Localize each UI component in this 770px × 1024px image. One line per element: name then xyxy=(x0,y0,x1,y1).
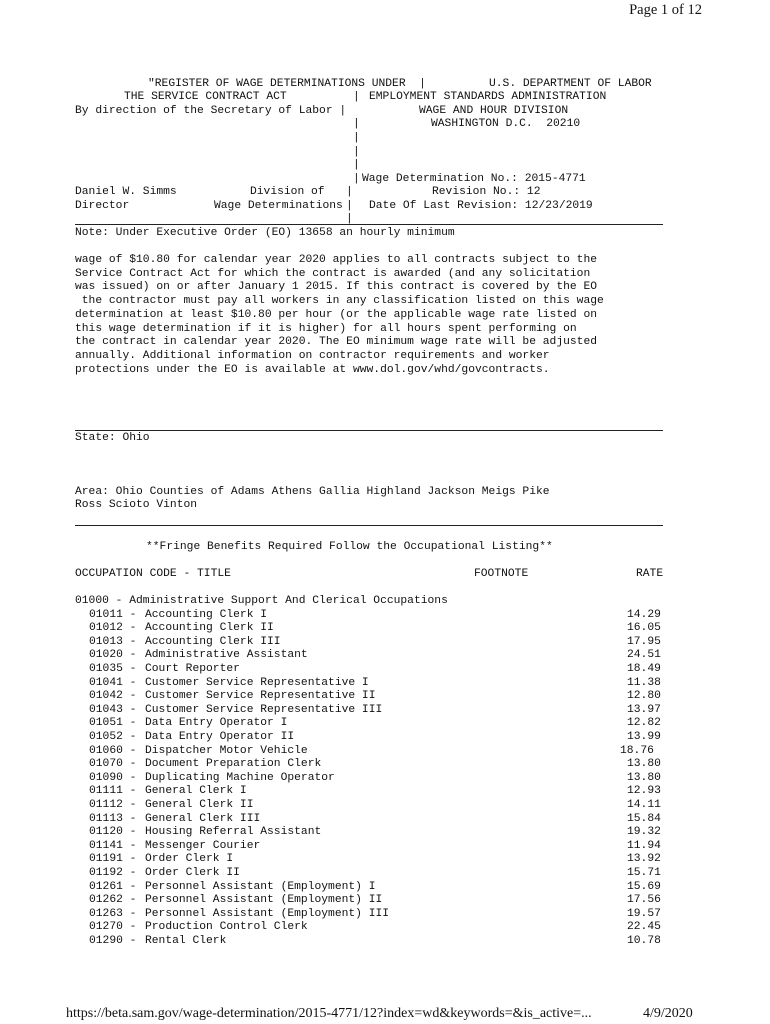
header-divider: | xyxy=(353,132,360,144)
direction-line: By direction of the Secretary of Labor | xyxy=(75,105,347,117)
occupation-code: 01270 - xyxy=(89,921,144,934)
header-divider: | xyxy=(353,118,360,130)
occupation-title: Data Entry Operator I xyxy=(145,717,288,730)
occupation-rate: 14.29 xyxy=(627,608,661,621)
occupation-code: 01192 - xyxy=(89,866,144,879)
occupation-title: Duplicating Machine Operator xyxy=(145,771,335,784)
occupation-code: 01141 - xyxy=(89,839,144,852)
eo-note-line: wage of $10.80 for calendar year 2020 applies to all contracts subject to the xyxy=(75,254,598,266)
occupation-code: 01035 - xyxy=(89,662,144,675)
occupation-title: Personnel Assistant (Employment) III xyxy=(145,907,390,920)
print-date: 4/9/2020 xyxy=(643,1006,693,1021)
register-title: "REGISTER OF WAGE DETERMINATIONS UNDER | xyxy=(148,78,426,90)
occupation-title: Accounting Clerk I xyxy=(145,608,268,621)
occupation-rate: 13.80 xyxy=(627,771,661,784)
section-rule xyxy=(75,525,663,526)
header-divider: | xyxy=(353,146,360,158)
department-name: U.S. DEPARTMENT OF LABOR xyxy=(489,78,652,90)
occupation-code: 01120 - xyxy=(89,826,144,839)
occupation-code: 01090 - xyxy=(89,771,144,784)
occupation-code: 01051 - xyxy=(89,717,144,730)
eo-note-line: Service Contract Act for which the contract is awarded (and any solicitation xyxy=(75,267,591,280)
section-rule xyxy=(75,430,663,431)
occupation-code: 01043 - xyxy=(89,703,144,716)
eo-note-line: the contractor must pay all workers in any classification listed on this wage xyxy=(75,295,604,308)
page-number-label: Page 1 of 12 xyxy=(629,2,702,18)
occupation-rate: 15.71 xyxy=(627,866,661,879)
occupation-code: 01042 - xyxy=(89,690,144,703)
signer-title: Director xyxy=(75,200,130,212)
header-divider: | xyxy=(353,91,360,103)
occupation-title: Court Reporter xyxy=(145,662,240,675)
header-divider: | xyxy=(353,159,360,171)
occupation-title: Customer Service Representative III xyxy=(145,703,383,716)
act-name: THE SERVICE CONTRACT ACT xyxy=(124,91,287,103)
occupation-code: 01112 - xyxy=(89,798,144,811)
area-line-1: Area: Ohio Counties of Adams Athens Gallia Highland Jackson Meigs Pike xyxy=(75,486,550,498)
occupation-code: 01290 - xyxy=(89,934,144,947)
eo-note-line: was issued) on or after January 1 2015. If this contract is covered by the EO xyxy=(75,281,598,294)
occupation-rate: 18.49 xyxy=(627,662,661,675)
occupation-code: 01013 - xyxy=(89,635,144,648)
division-label: Division of xyxy=(250,186,325,198)
occupation-title: General Clerk III xyxy=(145,812,261,825)
occupation-title: Accounting Clerk II xyxy=(145,622,274,635)
occupation-rate: 16.05 xyxy=(627,622,661,635)
occupation-title: Document Preparation Clerk xyxy=(145,758,322,771)
wage-determination-number: Wage Determination No.: 2015-4771 xyxy=(362,173,586,185)
area-line-2: Ross Scioto Vinton xyxy=(75,499,198,511)
occupation-code: 01012 - xyxy=(89,622,144,635)
office-location: WASHINGTON D.C. 20210 xyxy=(431,118,581,130)
occupation-rate: 13.99 xyxy=(627,730,661,743)
occupation-rate: 19.57 xyxy=(627,907,661,920)
occupation-title: Administrative Assistant xyxy=(145,649,308,662)
occupation-rate: 15.84 xyxy=(627,812,661,825)
occupation-rate: 10.78 xyxy=(627,934,661,947)
occupation-rate: 11.38 xyxy=(627,676,661,689)
occupation-code: 01020 - xyxy=(89,649,144,662)
occupation-title: Personnel Assistant (Employment) II xyxy=(145,894,383,907)
header-divider: | xyxy=(346,200,353,212)
header-divider: | xyxy=(346,186,353,198)
last-revision-date: Date Of Last Revision: 12/23/2019 xyxy=(369,200,593,212)
column-header-rate: RATE xyxy=(636,568,664,580)
occupation-rate: 17.56 xyxy=(627,894,661,907)
occupation-code: 01113 - xyxy=(89,812,144,825)
occupation-title: Order Clerk I xyxy=(145,853,234,866)
occupation-code: 01191 - xyxy=(89,853,144,866)
header-divider: | xyxy=(353,173,360,185)
occupation-code: 01052 - xyxy=(89,730,144,743)
occupation-title: Messenger Courier xyxy=(145,839,261,852)
eo-note-intro: Note: Under Executive Order (EO) 13658 an hourly minimum xyxy=(75,227,455,239)
occupation-rate: 12.80 xyxy=(627,690,661,703)
occupation-title: Customer Service Representative II xyxy=(145,690,376,703)
source-url[interactable]: https://beta.sam.gov/wage-determination/2015-4771/12?index=wd&keywords=&is_active=... xyxy=(66,1006,592,1021)
occupation-rate: 13.80 xyxy=(627,758,661,771)
signer-name: Daniel W. Simms xyxy=(75,186,177,198)
eo-note-line: protections under the EO is available at www.dol.gov/whd/govcontracts. xyxy=(75,363,550,376)
occupation-rate: 13.97 xyxy=(627,703,661,716)
occupation-code: 01011 - xyxy=(89,608,144,621)
occupation-title: Customer Service Representative I xyxy=(145,676,369,689)
state-label: State: Ohio xyxy=(75,432,150,444)
occupation-rate: 14.11 xyxy=(627,798,661,811)
occupation-title: Data Entry Operator II xyxy=(145,730,295,743)
eo-note-paragraph xyxy=(75,254,604,376)
occupation-rate: 17.95 xyxy=(627,635,661,648)
occupation-rate: 22.45 xyxy=(627,921,661,934)
occupation-code: 01060 - xyxy=(89,744,144,757)
column-header-footnote: FOOTNOTE xyxy=(474,568,529,580)
occupation-title: Order Clerk II xyxy=(145,866,240,879)
occupation-title: Production Control Clerk xyxy=(145,921,308,934)
occupation-code: 01262 - xyxy=(89,894,144,907)
division-label-2: Wage Determinations xyxy=(214,200,343,212)
occupation-rate: 15.69 xyxy=(627,880,661,893)
occupation-rate: 19.32 xyxy=(627,826,661,839)
column-header-code-title: OCCUPATION CODE - TITLE xyxy=(75,568,231,580)
occupation-group-heading: 01000 - Administrative Support And Clerical Occupations xyxy=(75,595,448,607)
header-rule xyxy=(75,224,663,225)
occupation-rate: 13.92 xyxy=(627,853,661,866)
eo-note-line: the contract in calendar year 2020. The EO minimum wage rate will be adjusted xyxy=(75,336,598,349)
occupation-title: General Clerk II xyxy=(145,798,254,811)
occupation-code: 01261 - xyxy=(89,880,144,893)
header-divider: | xyxy=(346,213,353,225)
occupation-rate: 18.76 xyxy=(620,744,654,757)
occupation-title: Rental Clerk xyxy=(145,934,227,947)
eo-note-line: annually. Additional information on contractor requirements and worker xyxy=(75,349,550,362)
occupation-code: 01070 - xyxy=(89,758,144,771)
eo-note-line: this wage determination if it is higher) for all hours spent performing on xyxy=(75,322,577,335)
occupation-title: Accounting Clerk III xyxy=(145,635,281,648)
occupation-rate: 12.82 xyxy=(627,717,661,730)
eo-note-line: determination at least $10.80 per hour (or the applicable wage rate listed on xyxy=(75,308,598,321)
occupation-rate: 11.94 xyxy=(627,839,661,852)
occupation-rate: 24.51 xyxy=(627,649,661,662)
occupation-title: General Clerk I xyxy=(145,785,247,798)
occupation-rate: 12.93 xyxy=(627,785,661,798)
occupation-title: Personnel Assistant (Employment) I xyxy=(145,880,376,893)
occupation-title: Housing Referral Assistant xyxy=(145,826,322,839)
occupation-code: 01041 - xyxy=(89,676,144,689)
fringe-benefits-note: **Fringe Benefits Required Follow the Occupational Listing** xyxy=(146,541,553,553)
administration-name: EMPLOYMENT STANDARDS ADMINISTRATION xyxy=(369,91,607,103)
occupation-title: Dispatcher Motor Vehicle xyxy=(145,744,308,757)
revision-number: Revision No.: 12 xyxy=(432,186,541,198)
occupation-code: 01263 - xyxy=(89,907,144,920)
division-name: WAGE AND HOUR DIVISION xyxy=(419,105,569,117)
occupation-code: 01111 - xyxy=(89,785,144,798)
